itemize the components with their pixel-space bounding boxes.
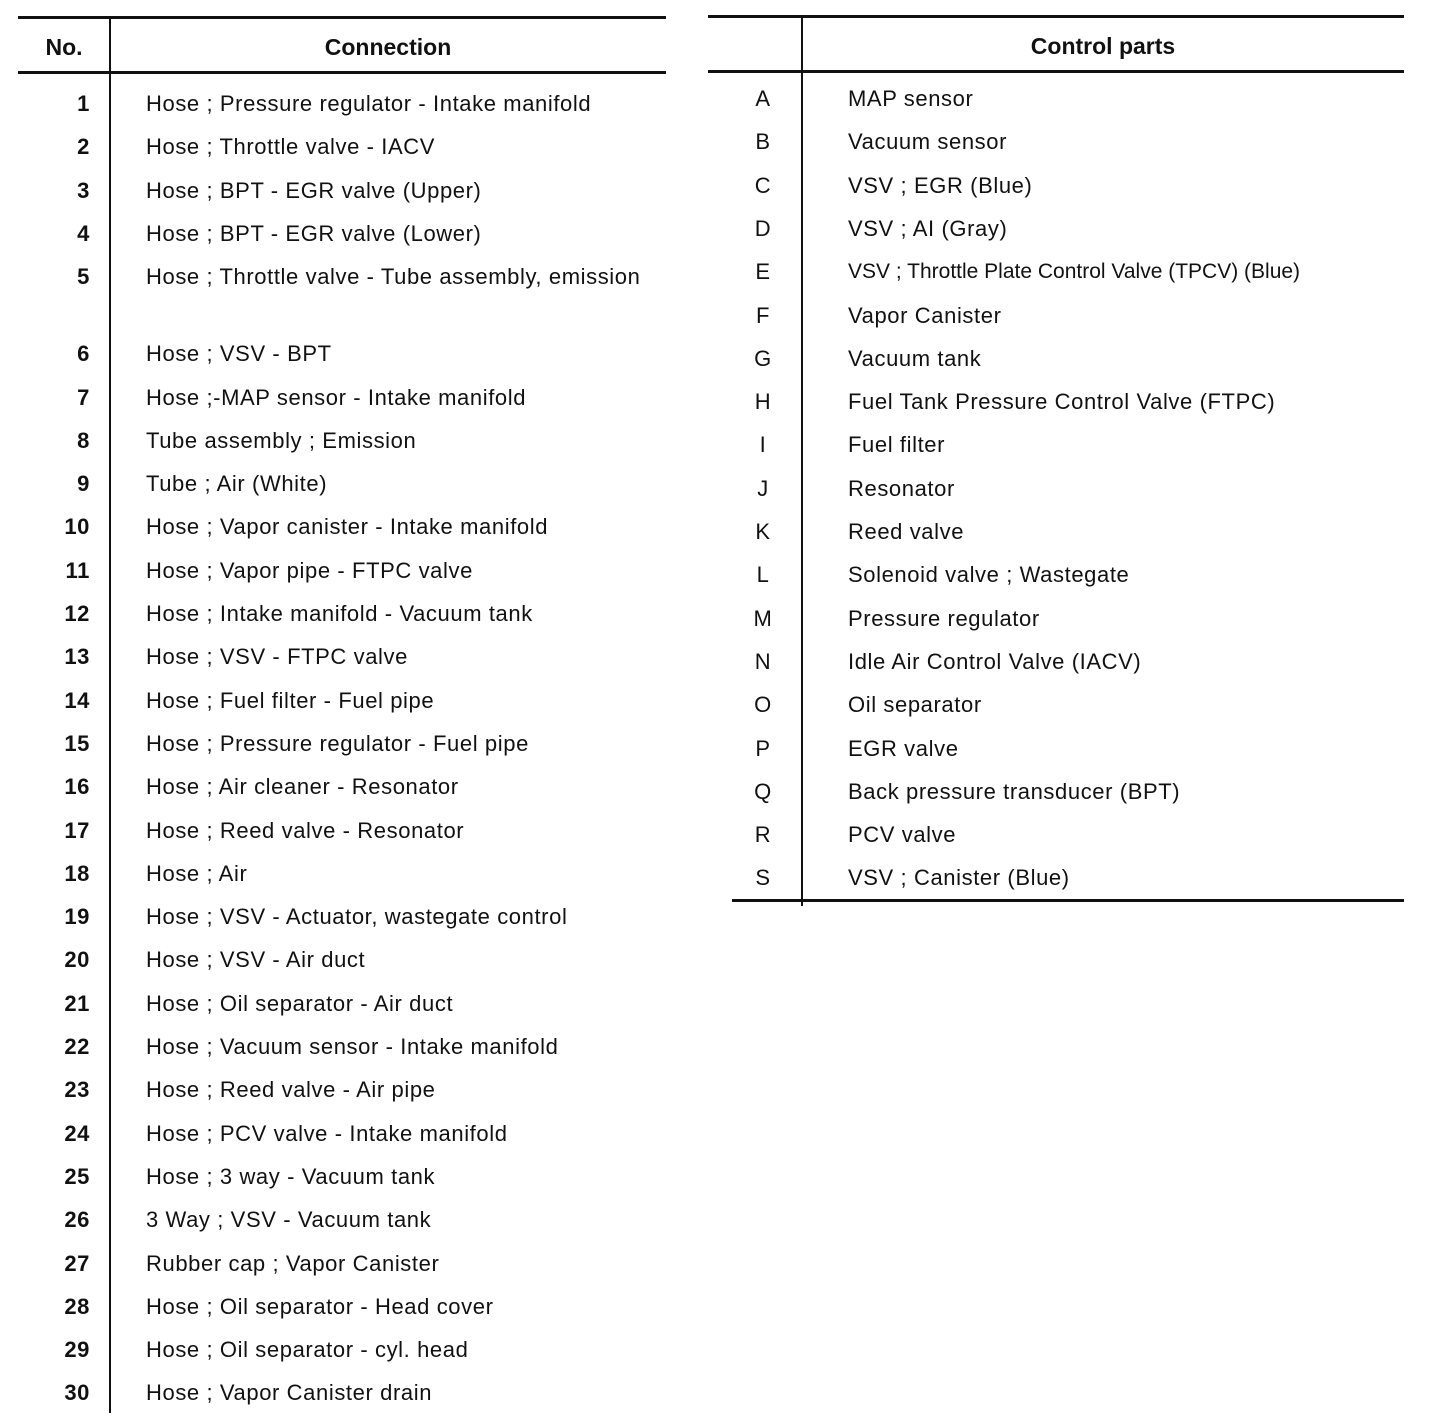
row-letter: G [754, 345, 772, 371]
row-letter: R [754, 822, 772, 848]
row-number: 18 [64, 860, 90, 886]
row-connection: Hose ; PCV valve - Intake manifold [146, 1120, 508, 1146]
row-number: 10 [64, 514, 90, 540]
row-letter: E [755, 259, 771, 285]
row-number: 22 [64, 1034, 90, 1059]
row-number: 23 [64, 1077, 90, 1103]
row-number: 26 [64, 1207, 90, 1233]
row-number: 4 [77, 220, 90, 246]
row-connection: 3 Way ; VSV - Vacuum tank [146, 1207, 432, 1233]
row-number: 3 [77, 177, 90, 203]
row-connection: Hose ; Pressure regulator - Fuel pipe [146, 730, 529, 756]
row-number: 6 [77, 341, 90, 367]
row-letter: J [757, 475, 769, 501]
row-number: 11 [65, 557, 90, 583]
header-connection: Connection [324, 34, 452, 60]
row-number: 25 [64, 1163, 90, 1189]
row-control-part: Reed valve [848, 519, 965, 544]
row-control-part: Vacuum sensor [848, 129, 1008, 155]
row-letter: H [754, 389, 772, 415]
column-divider [801, 18, 803, 906]
column-divider [109, 19, 111, 1413]
row-letter: A [755, 86, 771, 111]
row-number: 2 [77, 134, 90, 160]
row-number: 24 [64, 1120, 90, 1146]
row-control-part: VSV ; Canister (Blue) [848, 865, 1070, 891]
row-control-part: VSV ; EGR (Blue) [848, 172, 1033, 198]
row-connection: Hose ; Vacuum sensor - Intake manifold [146, 1034, 559, 1059]
row-number: 9 [77, 471, 90, 497]
row-connection: Tube assembly ; Emission [146, 427, 417, 453]
row-connection: Hose ;-MAP sensor - Intake manifold [146, 384, 527, 410]
table-header [18, 19, 666, 74]
row-connection: Hose ; BPT - EGR valve (Upper) [146, 177, 482, 203]
row-connection: Hose ; Reed valve - Air pipe [146, 1077, 436, 1103]
row-connection: Hose ; Vapor pipe - FTPC valve [146, 557, 473, 583]
row-control-part: EGR valve [848, 735, 959, 761]
row-letter: N [754, 648, 772, 674]
row-connection: Hose ; VSV - BPT [146, 341, 332, 367]
row-control-part: MAP sensor [848, 86, 974, 111]
row-connection: Hose ; Oil separator - cyl. head [146, 1337, 469, 1363]
row-connection: Hose ; Pressure regulator - Intake manifold [146, 91, 592, 116]
row-number: 19 [64, 904, 90, 930]
row-number: 20 [64, 947, 90, 973]
row-control-part: Vapor Canister [848, 302, 1002, 328]
row-number: 17 [64, 817, 90, 843]
row-control-part: Pressure regulator [848, 605, 1040, 631]
row-connection: Hose ; Reed valve - Resonator [146, 817, 465, 843]
row-connection: Hose ; 3 way - Vacuum tank [146, 1163, 436, 1189]
row-letter: S [755, 865, 771, 891]
row-connection: Tube ; Air (White) [146, 471, 328, 497]
row-connection: Hose ; VSV - Actuator, wastegate control [146, 904, 568, 930]
row-number: 12 [64, 601, 90, 626]
row-connection: Hose ; VSV - FTPC valve [146, 644, 408, 670]
row-letter: I [759, 432, 767, 458]
row-letter: L [756, 562, 770, 588]
row-control-part: Solenoid valve ; Wastegate [848, 562, 1130, 588]
row-letter: Q [754, 778, 772, 804]
row-connection: Rubber cap ; Vapor Canister [146, 1250, 440, 1276]
row-control-part: Resonator [848, 475, 955, 501]
row-number: 29 [64, 1337, 90, 1363]
row-connection: Hose ; Throttle valve - Tube assembly, emission [146, 264, 641, 290]
row-number: 27 [64, 1250, 90, 1276]
row-control-part: Oil separator [848, 692, 982, 718]
row-control-part: VSV ; AI (Gray) [848, 215, 1008, 241]
row-number: 13 [64, 644, 90, 670]
row-connection: Hose ; Oil separator - Head cover [146, 1293, 494, 1319]
row-connection: Hose ; Intake manifold - Vacuum tank [146, 601, 533, 626]
row-number: 28 [64, 1293, 90, 1319]
row-letter: F [755, 302, 771, 328]
row-control-part: VSV ; Throttle Plate Control Valve (TPCV) (Blue) [848, 260, 1301, 284]
header-no: No. [45, 34, 83, 60]
table-bottom-rule [732, 899, 1404, 902]
row-number: 30 [64, 1380, 90, 1406]
row-letter: M [753, 605, 773, 631]
row-number: 8 [77, 427, 90, 453]
row-control-part: PCV valve [848, 822, 957, 848]
row-number: 16 [64, 774, 90, 800]
row-letter: P [755, 735, 771, 761]
row-letter: B [755, 129, 771, 155]
table-header [708, 18, 1404, 73]
row-letter: D [754, 215, 772, 241]
control-parts-table [708, 15, 1404, 891]
row-control-part: Back pressure transducer (BPT) [848, 778, 1181, 804]
row-number: 15 [64, 730, 90, 756]
connection-table [18, 16, 666, 1406]
row-number: 7 [77, 384, 90, 410]
row-connection: Hose ; Vapor canister - Intake manifold [146, 514, 549, 540]
row-number: 21 [64, 990, 90, 1016]
row-letter: K [755, 519, 771, 544]
row-connection: Hose ; Fuel filter - Fuel pipe [146, 687, 435, 713]
row-number: 14 [64, 687, 90, 713]
row-connection: Hose ; Air cleaner - Resonator [146, 774, 459, 800]
row-number: 5 [77, 264, 90, 290]
row-control-part: Vacuum tank [848, 345, 982, 371]
row-connection: Hose ; BPT - EGR valve (Lower) [146, 220, 482, 246]
row-connection: Hose ; VSV - Air duct [146, 947, 366, 973]
header-control-parts: Control parts [1030, 33, 1176, 59]
row-control-part: Fuel filter [848, 432, 946, 458]
row-number: 1 [77, 91, 90, 116]
row-letter: O [754, 692, 772, 718]
row-control-part: Idle Air Control Valve (IACV) [848, 648, 1142, 674]
row-connection: Hose ; Throttle valve - IACV [146, 134, 436, 160]
row-connection: Hose ; Air [146, 860, 248, 886]
row-control-part: Fuel Tank Pressure Control Valve (FTPC) [848, 389, 1276, 415]
row-connection: Hose ; Vapor Canister drain [146, 1380, 433, 1406]
header-letter [708, 18, 802, 70]
row-letter: C [754, 172, 772, 198]
row-connection: Hose ; Oil separator - Air duct [146, 990, 454, 1016]
